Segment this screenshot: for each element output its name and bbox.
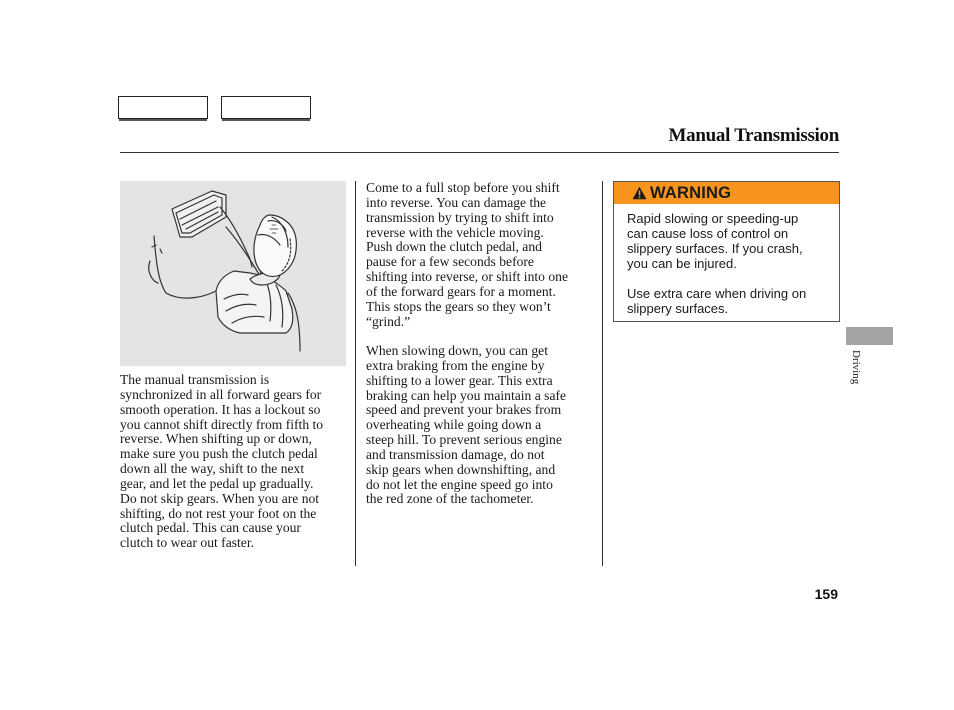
text-line: gear, and let the pedal up gradually. [120,475,314,491]
engine-braking-paragraph [366,344,596,507]
text-line: braking can help you maintain a safe [366,387,567,403]
text-line: smooth operation. It has a lockout so [120,401,321,417]
warning-label: WARNING [650,183,732,202]
warning-paragraph [627,211,832,271]
column-divider [602,181,603,566]
gear-shift-icon [120,181,346,366]
reverse-shift-paragraph [366,181,596,329]
column-divider [355,181,356,566]
text-line: of the forward gears for a moment. [366,283,556,299]
text-line: steep hill. To prevent serious engine [366,432,562,448]
text-line: Use extra care when driving on [627,286,807,301]
text-line: extra braking from the engine by [366,357,545,373]
next-page-button[interactable] [221,96,311,119]
text-line: speed and prevent your brakes from [366,402,562,418]
text-line: you can be injured. [627,256,737,271]
text-line: the red zone of the tachometer. [366,491,534,507]
text-line: do not let the engine speed go into [366,476,553,492]
text-line: Come to a full stop before you shift [366,180,560,195]
page-number: 159 [814,586,838,602]
text-line: make sure you push the clutch pedal [120,446,318,462]
manual-transmission-paragraph [120,373,348,551]
text-line: slippery surfaces. If you crash, [627,241,803,256]
warning-triangle-icon [632,186,647,200]
text-line: The manual transmission is [120,372,270,387]
text-line: “grind.” [366,313,411,329]
text-line: and transmission damage, do not [366,446,545,462]
text-line: Push down the clutch pedal, and [366,239,542,255]
text-line: shifting to a lower gear. This extra [366,372,553,388]
text-line: Rapid slowing or speeding-up [627,211,799,226]
previous-page-button[interactable] [118,96,208,119]
gear-shift-illustration [120,181,346,366]
text-line: down all the way, shift to the next [120,461,305,477]
text-line: reverse with the vehicle moving. [366,224,544,240]
text-line: into reverse. You can damage the [366,194,547,210]
warning-header [614,182,839,204]
section-tab[interactable] [846,327,893,345]
text-line: slippery surfaces. [627,301,729,316]
text-line: When slowing down, you can get [366,343,548,358]
section-label: Driving [850,350,862,385]
title-rule [120,152,839,153]
text-line: shifting, do not rest your foot on the [120,505,317,521]
text-line: reverse. When shifting up or down, [120,431,312,447]
text-line: can cause loss of control on [627,226,789,241]
text-line: overheating while going down a [366,417,542,433]
text-line: clutch pedal. This can cause your [120,520,301,536]
warning-box [613,181,840,322]
text-line: transmission by trying to shift into [366,209,554,225]
text-line: shifting into reverse, or shift into one [366,269,568,285]
text-line: you cannot shift directly from fifth to [120,416,324,432]
warning-paragraph [627,286,832,316]
text-line: clutch to wear out faster. [120,535,254,551]
text-line: This stops the gears so they won’t [366,298,551,314]
text-line: skip gears when downshifting, and [366,461,556,477]
text-line: synchronized in all forward gears for [120,386,322,402]
page-title: Manual Transmission [668,125,839,146]
text-line: Do not skip gears. When you are not [120,490,320,506]
text-line: pause for a few seconds before [366,254,534,270]
